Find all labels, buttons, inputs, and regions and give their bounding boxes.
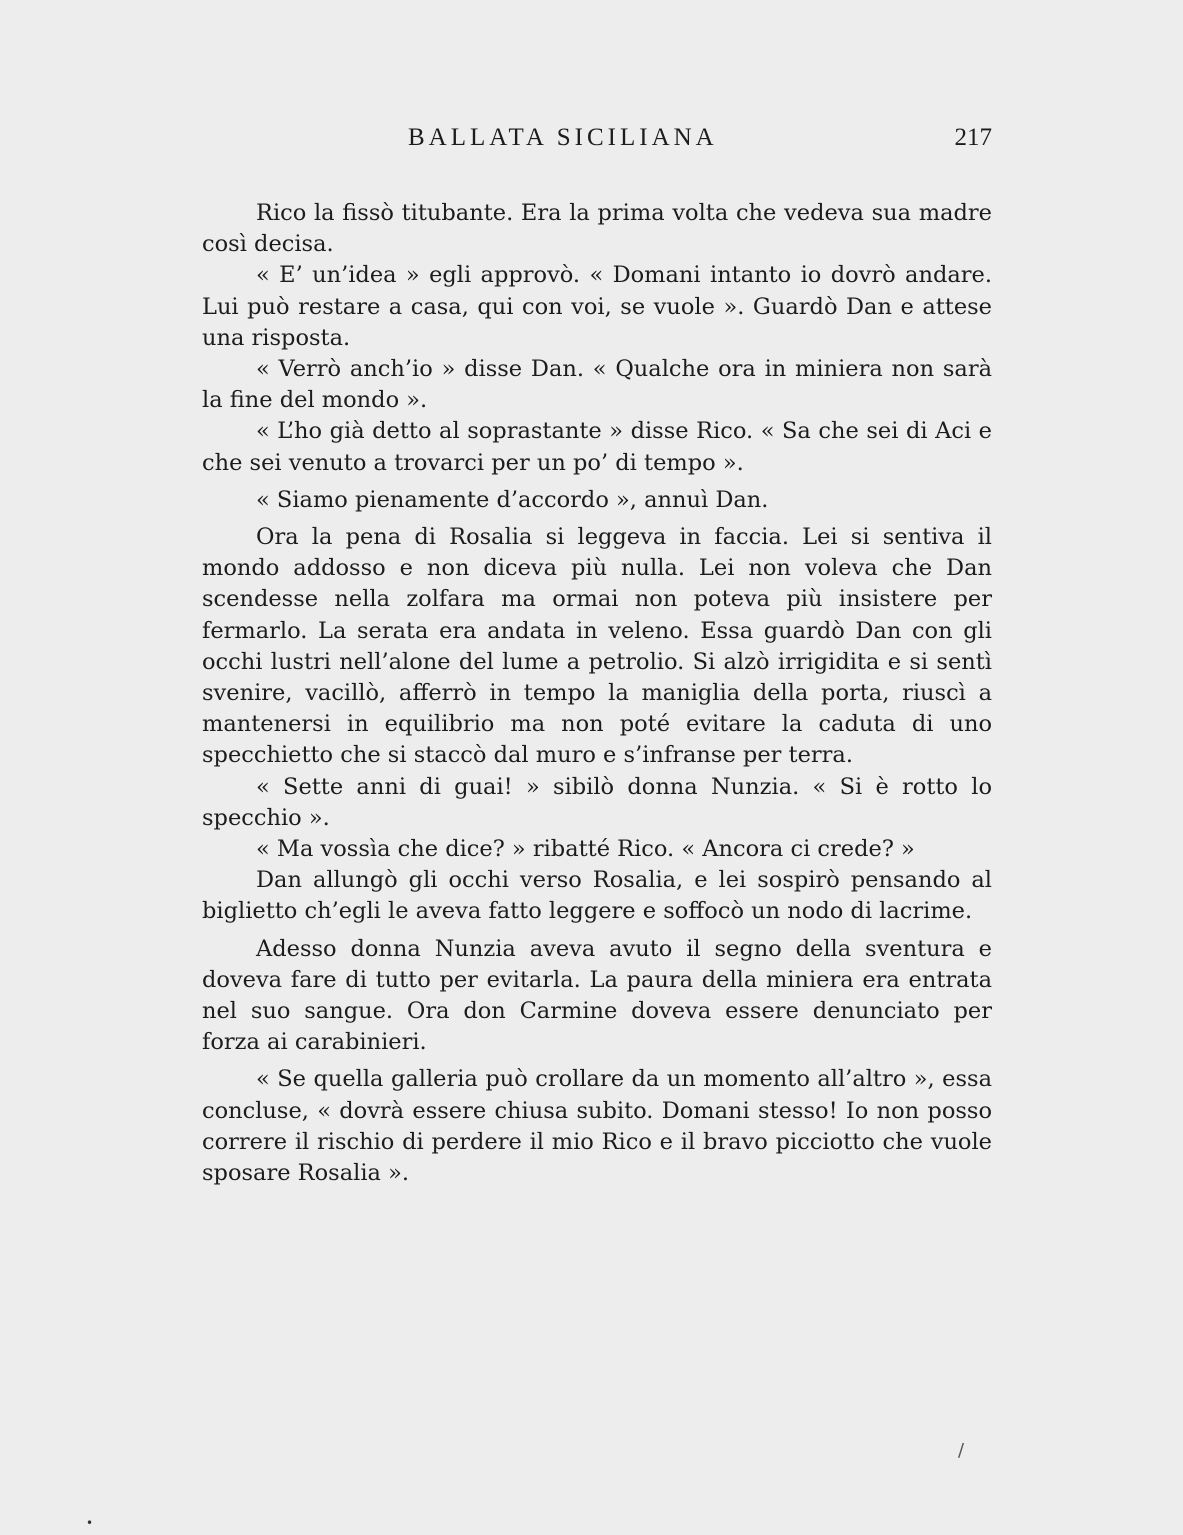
paragraph-7: « Sette anni di guai! » sibilò donna Nunzia. « Si è rotto lo specchio ». <box>202 773 992 831</box>
paragraph-10: Adesso donna Nunzia aveva avuto il segno della sventura e doveva fare di tutto per evitarla. La paura della miniera era entrata nel suo sangue. Ora don Carmine doveva essere denunciato per forza ai carabinieri. <box>202 935 992 1056</box>
paragraph-1: Rico la fissò titubante. Era la prima volta che vedeva sua madre così decisa. <box>202 200 992 258</box>
paragraph-2: « E’ un’idea » egli approvò. « Domani intanto io dovrò andare. Lui può restare a casa, qui con voi, se vuole ». Guardò Dan e attese una risposta. <box>202 262 992 351</box>
running-head <box>202 124 992 158</box>
paragraph-4: « L’ho già detto al soprastante » disse Rico. « Sa che sei di Aci e che sei venuto a trovarci per un po’ di tempo ». <box>202 418 992 476</box>
stray-dot-mark: • <box>86 1516 94 1530</box>
paragraph-11: « Se quella galleria può crollare da un momento all’altro », essa concluse, « dovrà essere chiusa subito. Domani stesso! Io non posso correre il rischio di perdere il mio Rico e il bravo picciotto che vuole sposare Rosalia ». <box>202 1066 992 1187</box>
body-text <box>202 198 992 1189</box>
running-title: BALLATA SICILIANA <box>408 124 718 151</box>
stray-pencil-mark: / <box>958 1440 965 1461</box>
paragraph-3: « Verrò anch’io » disse Dan. « Qualche ora in miniera non sarà la fine del mondo ». <box>202 356 992 414</box>
paragraph-5: « Siamo pienamente d’accordo », annuì Dan. <box>256 486 769 513</box>
paragraph-9: Dan allungò gli occhi verso Rosalia, e lei sospirò pensando al biglietto ch’egli le aveva fatto leggere e soffocò un nodo di lacrime. <box>202 867 992 925</box>
paragraph-8: « Ma vossìa che dice? » ribatté Rico. « Ancora ci crede? » <box>256 836 915 863</box>
page-number: 217 <box>954 124 992 151</box>
paragraph-6: Ora la pena di Rosalia si leggeva in faccia. Lei si sentiva il mondo addosso e non diceva più nulla. Lei non voleva che Dan scendesse nella zolfara ma ormai non poteva più insistere per fermarlo. La serata era andata in veleno. Essa guardò Dan con gli occhi lustri nell’alone del lume a petrolio. Si alzò irrigidita e si sentì svenire, vacillò, afferrò in tempo la maniglia della porta, riuscì a mantenersi in equilibrio ma non poté evitare la caduta di uno specchietto che si staccò dal muro e s’infranse per terra. <box>202 524 992 769</box>
